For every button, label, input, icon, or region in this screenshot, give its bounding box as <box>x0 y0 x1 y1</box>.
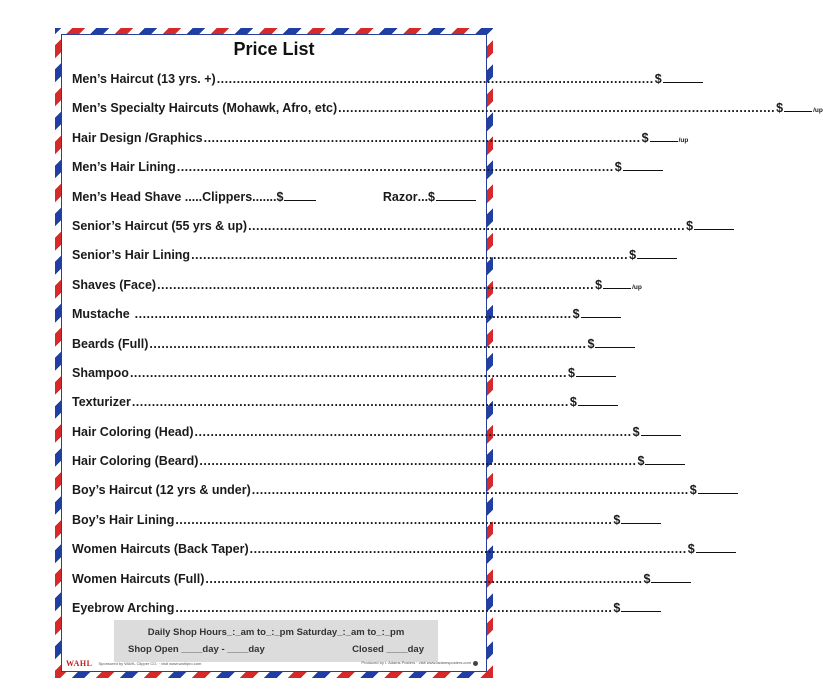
shop-hours-box <box>114 620 438 662</box>
dollar-sign: $ <box>637 454 645 469</box>
dot-leader: .............................................................................................................. <box>251 483 689 498</box>
dollar-sign: $ <box>613 601 621 616</box>
price-blank <box>645 463 685 465</box>
price-blank <box>623 169 663 171</box>
poster-inner <box>61 34 823 672</box>
price-items <box>72 65 823 623</box>
dot-leader: ..... <box>181 189 203 204</box>
dot-leader: .............................................................................................................. <box>157 277 595 292</box>
price-blank <box>651 581 691 583</box>
price-blank <box>621 522 661 524</box>
dollar-sign: $ <box>686 218 694 233</box>
price-field <box>655 65 704 94</box>
item-label: Men’s Head Shave <box>72 189 182 204</box>
price-list-poster <box>55 28 823 678</box>
dot-leader: .............................................................................................................. <box>131 395 569 410</box>
producer-text <box>361 660 478 665</box>
item-label: Senior’s Hair Lining <box>72 248 191 263</box>
item-label: Hair Coloring (Beard) <box>72 454 199 469</box>
price-item <box>72 535 695 564</box>
wahl-logo: WAHL <box>66 658 93 668</box>
price-field <box>633 418 682 447</box>
price-blank <box>436 199 476 201</box>
daily-hours-line: Daily Shop Hours_:_am to_:_pm Saturday_:_am to_:_pm <box>147 627 405 638</box>
dot-leader: .............................................................................................................. <box>248 218 686 233</box>
dollar-sign: $ <box>654 72 662 86</box>
price-item <box>72 124 689 153</box>
dollar-sign: $ <box>687 542 695 557</box>
item-label: Senior’s Haircut (55 yrs & up) <box>72 218 248 233</box>
clippers-price-field <box>276 183 316 212</box>
dollar-sign: $ <box>641 130 649 145</box>
dollar-sign: $ <box>567 365 575 380</box>
price-item <box>72 65 662 94</box>
dollar-sign: $ <box>276 189 284 204</box>
dollar-sign: $ <box>632 424 640 439</box>
dot-leader: .............................................................................................................. <box>216 72 654 86</box>
price-item <box>72 418 640 447</box>
price-field <box>613 594 662 623</box>
poster-footer <box>66 657 482 669</box>
price-blank <box>694 228 734 230</box>
price-item <box>72 153 622 182</box>
copyright-icon <box>473 661 478 666</box>
price-field <box>568 359 617 388</box>
item-label: Hair Design /Graphics <box>72 130 203 145</box>
item-label: Beards (Full) <box>72 336 149 351</box>
page-title: Price List <box>233 39 315 59</box>
price-field <box>573 300 622 329</box>
price-item <box>72 506 621 535</box>
price-item <box>72 330 595 359</box>
shop-open-text: Shop Open ____day - ____day <box>128 644 265 655</box>
dollar-sign: $ <box>613 512 621 527</box>
price-field <box>690 476 739 505</box>
item-label: Boy’s Hair Lining <box>72 512 175 527</box>
dot-leader: .............................................................................................................. <box>175 601 613 616</box>
producer-label: Produced by I. Adams Posters · visit www.iadamsposters.com <box>361 660 471 666</box>
price-blank <box>581 316 621 318</box>
dot-leader: .............................................................................................................. <box>176 160 614 175</box>
price-item <box>72 241 637 270</box>
price-field <box>776 94 823 125</box>
item-label: Men’s Specialty Haircuts (Mohawk, Afro, etc) <box>72 101 338 116</box>
dollar-sign: $ <box>643 571 651 586</box>
item-label: Shampoo <box>72 365 129 380</box>
dot-leader: .............................................................................................................. <box>149 336 587 351</box>
price-blank <box>284 199 316 201</box>
dollar-sign: $ <box>614 160 622 175</box>
price-blank <box>698 492 738 494</box>
price-blank <box>696 551 736 553</box>
dot-leader: ... <box>417 189 429 204</box>
price-blank <box>650 140 678 142</box>
item-label: Women Haircuts (Back Taper) <box>72 542 249 557</box>
dollar-sign: $ <box>587 336 595 351</box>
price-blank <box>641 434 681 436</box>
razor-label: Razor <box>382 189 418 204</box>
dot-leader: .............................................................................................................. <box>203 130 641 145</box>
price-suffix: /up <box>678 136 689 144</box>
item-label: Boy’s Haircut (12 yrs & under) <box>72 483 251 498</box>
price-blank <box>663 81 703 83</box>
dot-leader: .............................................................................................................. <box>338 101 776 116</box>
dot-leader: .............................................................................................................. <box>194 424 632 439</box>
dollar-sign: $ <box>629 248 637 263</box>
item-label: Hair Coloring (Head) <box>72 424 194 439</box>
head-shave-item <box>72 183 476 212</box>
dollar-sign: $ <box>428 189 435 204</box>
dot-leader: .............................................................................................................. <box>191 248 629 263</box>
price-item <box>72 300 580 329</box>
price-blank <box>603 287 631 289</box>
dollar-sign: $ <box>572 307 580 322</box>
price-field <box>615 153 664 182</box>
dollar-sign: $ <box>689 483 697 498</box>
item-label: Mustache <box>72 307 130 322</box>
dot-leader: .............................................................................................................. <box>130 307 572 322</box>
item-label: Men’s Haircut (13 yrs. +) <box>72 72 216 86</box>
price-suffix: /up <box>632 283 642 291</box>
price-field <box>570 388 619 417</box>
price-field <box>613 506 662 535</box>
price-item <box>72 271 642 300</box>
dollar-sign: $ <box>569 395 577 410</box>
price-field <box>629 241 678 270</box>
item-label: Men’s Hair Lining <box>72 160 176 175</box>
razor-price-field <box>428 183 476 212</box>
price-item <box>72 388 577 417</box>
price-blank <box>578 404 618 406</box>
clippers-label: Clippers <box>202 189 253 204</box>
price-field <box>595 271 642 302</box>
dot-leader: ....... <box>252 189 277 204</box>
dot-leader: .............................................................................................................. <box>175 512 613 527</box>
price-blank <box>576 375 616 377</box>
price-item <box>72 359 575 388</box>
open-days-line <box>122 641 430 658</box>
price-field <box>686 212 735 241</box>
price-item <box>72 565 651 594</box>
dot-leader: .............................................................................................................. <box>129 365 567 380</box>
price-item <box>72 212 694 241</box>
dot-leader: .............................................................................................................. <box>199 454 637 469</box>
dollar-sign: $ <box>776 101 784 116</box>
item-label: Shaves (Face) <box>72 277 157 292</box>
sponsor-text: Sponsored by WAHL Clipper CO. · visit www.wahlpro.com <box>98 660 202 666</box>
price-blank <box>784 110 812 112</box>
shop-closed-text: Closed ____day <box>352 644 424 655</box>
price-field <box>643 565 692 594</box>
price-field <box>587 330 636 359</box>
dot-leader: .............................................................................................................. <box>205 571 643 586</box>
item-label: Eyebrow Arching <box>72 601 175 616</box>
price-blank <box>595 346 635 348</box>
item-label: Texturizer <box>72 395 131 410</box>
price-suffix: /up <box>813 107 823 115</box>
price-item <box>72 594 621 623</box>
price-blank <box>637 257 677 259</box>
price-blank <box>621 610 661 612</box>
dollar-sign: $ <box>595 277 603 292</box>
dot-leader: .............................................................................................................. <box>249 542 687 557</box>
price-item <box>72 447 645 476</box>
price-field <box>642 124 689 155</box>
price-item <box>72 94 823 123</box>
price-field <box>688 535 737 564</box>
item-label: Women Haircuts (Full) <box>72 571 205 586</box>
price-field <box>637 447 686 476</box>
price-item <box>72 476 697 505</box>
